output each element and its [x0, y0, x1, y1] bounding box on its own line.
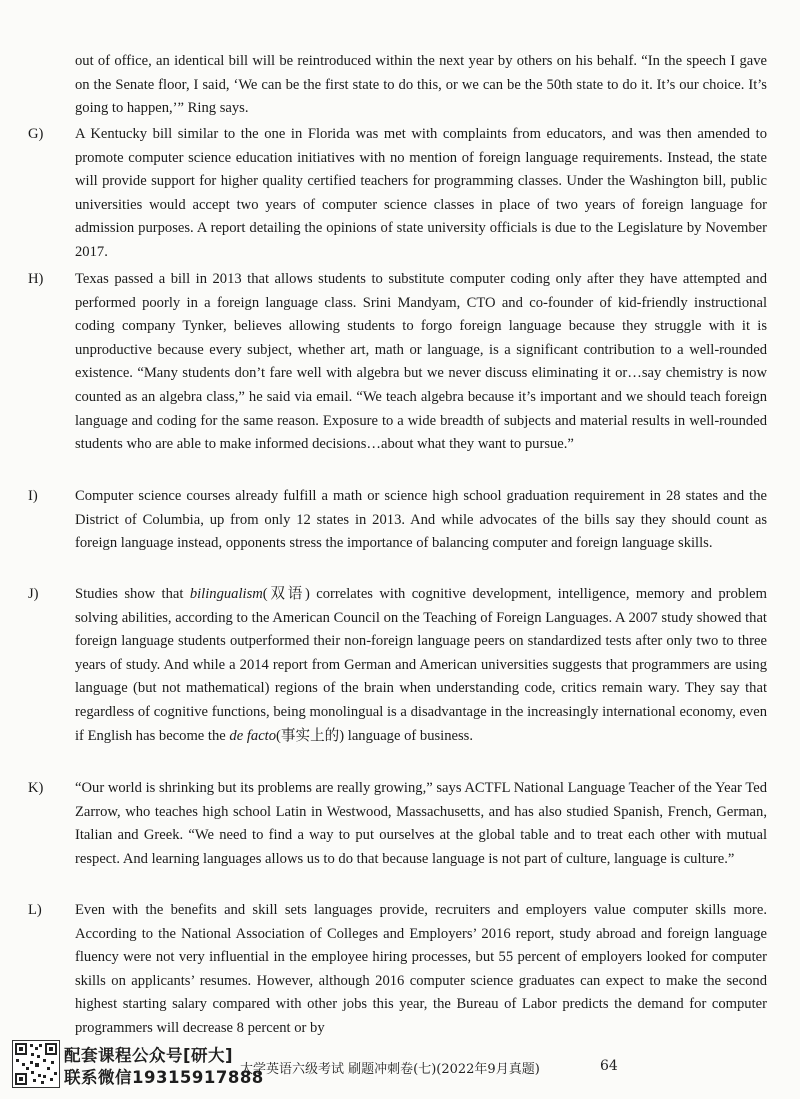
paragraph-text: A Kentucky bill similar to the one in Florida was met with complaints from educators, and was then amended to promote computer science education initiatives with no mention of foreign language requirements. Instead, the state will provide support for higher quality certified teachers for programming classes. Under the Washington bill, public universities would accept two years of computer science classes in place of two years of foreign language for admission purposes. A report detailing the opinions of state university officials is due to the Legislature by November 2017. — [75, 126, 767, 260]
italic-term: de facto — [229, 727, 277, 744]
qr-code-icon — [12, 1040, 60, 1088]
footer-title: 大学英语六级考试 刷题冲刺卷(七)(2022年9月真题) — [240, 1062, 540, 1077]
paragraph-h — [28, 268, 767, 457]
paragraph-label: I) — [28, 488, 38, 504]
paragraph-k — [28, 777, 767, 871]
paragraph-g — [28, 123, 767, 265]
paragraph-label: J) — [28, 586, 39, 602]
page-number: 64 — [600, 1058, 618, 1074]
paragraph-text: “Our world is shrinking but its problems are really growing,” says ACTFL National Language Teacher of the Year Ted Zarrow, who teaches high school Latin in Westwood, Massachusetts, and has also studied Spanish, French, German, Italian and Greek. “We need to find a way to put ourselves at the global table and to treat each other with mutual respect. And learning languages allows us to do that because language is not part of culture, language is culture.” — [75, 780, 767, 867]
watermark-line-2: 联系微信19315917888 — [64, 1068, 264, 1087]
paragraph-label: K) — [28, 780, 44, 796]
paragraph-label: H) — [28, 271, 44, 287]
watermark-line-1: 配套课程公众号[研大] — [64, 1046, 234, 1065]
paragraph-j — [28, 583, 767, 748]
paragraph-label: G) — [28, 126, 44, 142]
paragraph-i — [28, 485, 767, 556]
paragraph-text: Texas passed a bill in 2013 that allows students to substitute computer coding only after they have attempted and performed poorly in a foreign language class. Srini Mandyam, CTO and co-founder of kid-friendly instructional coding company Tynker, believes allowing students to forgo foreign language because they struggle with it is unproductive because every subject, whether art, math or language, is a significant contribution to a well-rounded existence. “Many students don’t fare well with algebra but we never discuss eliminating it or…say chemistry is now counted as an algebra class,” he said via email. “We teach algebra because it’s important and we should teach foreign language and coding for the same reason. Exposure to a wide breadth of subjects and material results in well-rounded students who are able to make informed decisions…about what they want to pursue.” — [75, 271, 767, 453]
paragraph-text: Studies show that bilingualism(双语) correlates with cognitive development, intelligence, memory and problem solving abilities, according to the American Council on the Teaching of Foreign Languages. A 2007 study showed that foreign language students outperformed their non-foreign language peers on standardized tests after only two to three years of study. And while a 2014 report from German and American universities suggests that programmers are using language (but not mathematical) regions of the brain when understanding code, critics remain wary. They say that regardless of cognitive functions, being monolingual is a disadvantage in the increasingly international economy, even if English has become the de facto(事实上的) language of business. — [75, 586, 767, 744]
paragraph-text: Even with the benefits and skill sets languages provide, recruiters and employers value computer skills more. According to the National Association of Colleges and Employers’ 2016 report, study abroad and foreign language fluency were not very influential in the employee hiring processes, but 55 percent of employers looked for computer skills on applicants’ resumes. However, although 2016 computer science graduates can expect to make the second highest starting salary compared with other jobs this year, the Bureau of Labor predicts the demand for computer programmers will decrease 8 percent or by — [75, 902, 767, 1036]
italic-term: bilingualism — [189, 586, 263, 602]
paragraph-label: L) — [28, 902, 42, 918]
paragraph-l — [28, 899, 767, 1041]
continuation-paragraph: out of office, an identical bill will be reintroduced within the next year by others on his behalf. “In the speech I gave on the Senate floor, I said, ‘We can be the first state to do this, or we can be the 50th state to do it. It’s our choice. It’s going to happen,’” Ring says. — [75, 53, 767, 117]
paragraph-text: Computer science courses already fulfill a math or science high school graduation requirement in 28 states and the District of Columbia, up from only 12 states in 2013. And while advocates of the bills say they should count as foreign language instead, opponents stress the importance of balancing computer and foreign language skills. — [75, 488, 767, 552]
